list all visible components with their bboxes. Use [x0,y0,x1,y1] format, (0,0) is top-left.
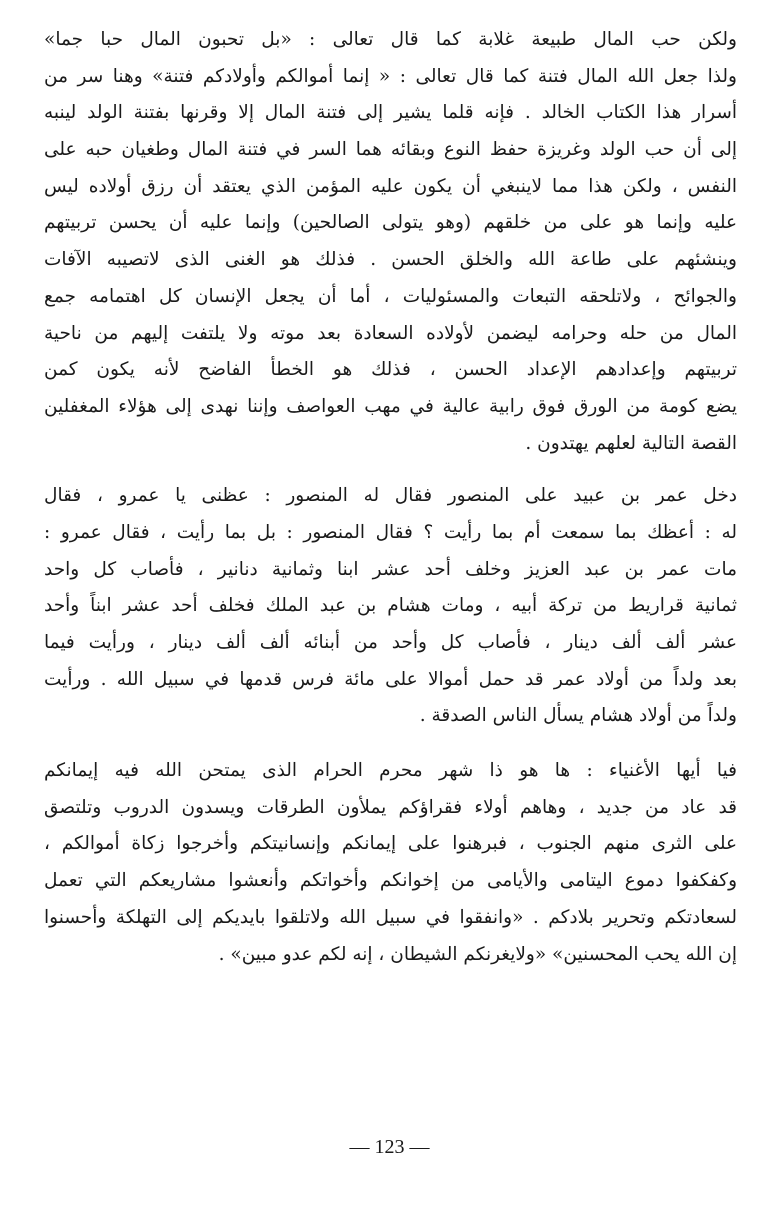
text-line: لسعادتكم وتحرير بلادكم . «وانفقوا في سبيل الله ولاتلقوا بايديكم إلى التهلكة وأحسنوا [44,906,737,928]
paragraph-appeal-to-rich [44,753,737,973]
text-line: قد عاد من جديد ، وهاهم أولاء فقراؤكم يملأون الطرقات ويسدون الدروب وتلتصق [44,796,737,818]
text-line: عليه وإنما هو على من خلقهم (وهو يتولى الصالحين) وإنما عليه أن يحسن تربيتهم [44,212,737,234]
text-line: ولذا جعل الله المال فتنة كما قال تعالى : « إنما أموالكم وأولادكم فتنة» وهنا سر من [44,65,737,87]
text-line: وكفكفوا دموع اليتامى والأيامى من إخوانكم وأخواتكم وأنعشوا مشاريعكم التي تعمل [44,870,737,892]
text-line: يضع كومة من الورق فوق رابية عالية في مهب العواصف وإننا نهدى إلى هؤلاء المغفلين [44,395,737,417]
text-line: ولكن حب المال طبيعة غلابة كما قال تعالى : «بل تحبون المال حبا جما» [44,29,737,50]
text-line: إن الله يحب المحسنين» «ولايغرنكم الشيطان ، إنه لكم عدو مبين» . [218,943,737,965]
text-line: فيا أيها الأغنياء : ها هو ذا شهر محرم الحرام الذى يمتحن الله فيه إيمانكم [44,760,737,782]
page-number: — 123 — [349,1136,430,1158]
text-line: ثمانية قراريط من تركة أبيه ، ومات هشام بن عبد الملك فخلف أحد عشر ابناً وأحد [44,595,737,617]
text-line: النفس ، ولكن هذا مما لاينبغي أن يكون عليه المؤمن الذي يعتقد أن رزق أولاده ليس [44,175,737,197]
text-line: إلى أن حب الولد وغريزة حفظ النوع وبقائه هما السر في فتنة المال وطغيان حبه على [44,139,737,161]
text-line: القصة التالية لعلهم يهتدون . [525,432,737,454]
text-line: المال من حله وحرامه ليضمن لأولاده السعادة بعد موته ولا يلتفت إليهم من ناحية [44,322,737,344]
text-line: والجوائح ، ولاتلحقه التبعات والمسئوليات ، أما أن يجعل الإنسان كل اهتمامه جمع [44,285,737,307]
text-line: ولداً من أولاد هشام يسأل الناس الصدقة . [419,705,737,727]
paragraph-mansour-story [44,478,737,735]
text-line: مات عمر بن عبد العزيز وخلف أحد عشر ابنا وثمانية دنانير ، فأصاب كل واحد [44,558,737,580]
text-line: تربيتهم وإعدادهم الإعداد الحسن ، فذلك هو الخطأ الفاضح لأنه يكون كمن [44,359,737,381]
text-line: أسرار هذا الكتاب الخالد . فإنه قلما يشير إلى فتنة المال إلا وقرنها بفتنة الولد لينبه [44,102,737,124]
text-line: على الثرى منهم الجنوب ، فبرهنوا على إيمانكم وإنسانيتكم وأخرجوا زكاة أموالكم ، [44,833,737,855]
text-line: بعد ولداً من أولاد عمر قد حمل أموالا على مائة فرس قدمها في سبيل الله . ورأيت [44,668,737,690]
text-line: دخل عمر بن عبيد على المنصور فقال له المنصور : عظنى يا عمرو ، فقال [44,485,737,507]
text-line: له : أعظك بما سمعت أم بما رأيت ؟ فقال المنصور : بل بما رأيت ، فقال عمرو : [44,521,737,543]
text-line: وينشئهم على طاعة الله والخلق الحسن . فذلك هو الغنى الذى لاتصيبه الآفات [44,249,737,271]
body-text [44,22,737,973]
text-line: عشر ألف ألف دينار ، فأصاب كل وأحد من أبنائه ألف ألف دينار ، ورأيت فيما [44,632,737,653]
paragraph-wealth-temptation [44,22,737,462]
